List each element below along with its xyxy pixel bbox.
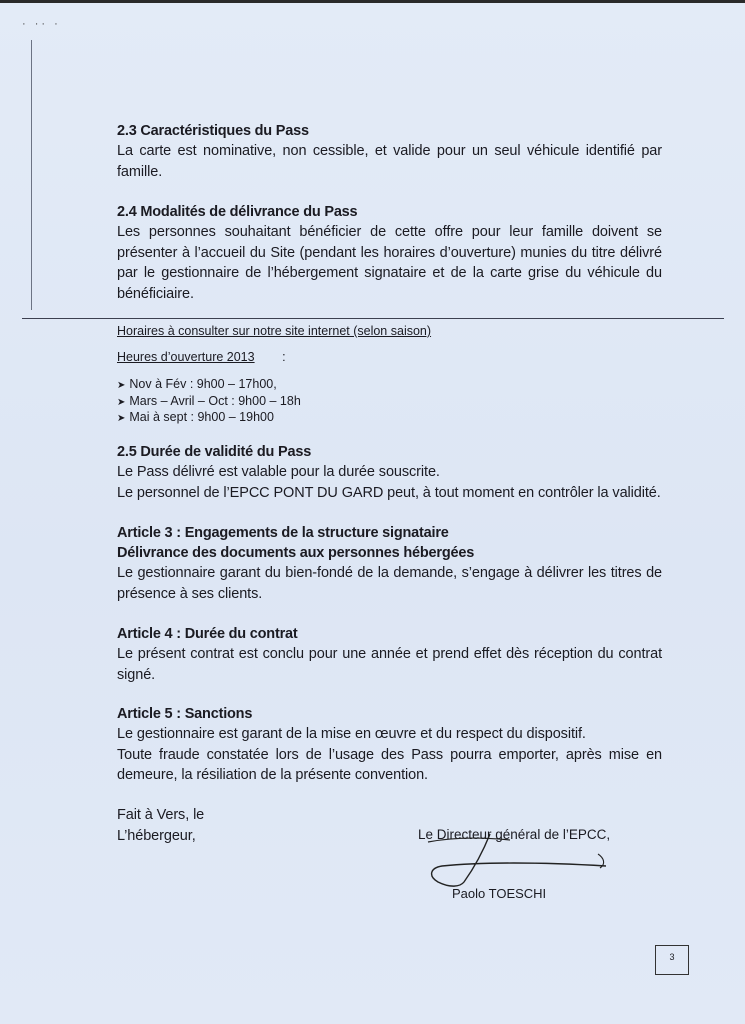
section-2-4 [117,202,662,304]
article-4 [117,624,662,685]
article-3-title: Article 3 : Engagements de la structure signataire [117,525,449,541]
hours-colon: : [282,350,286,364]
director-label: Le Directeur général de l’EPCC, [418,827,611,842]
article-4-body: Le présent contrat est conclu pour une année et prend effet dès réception du contrat signé. [117,646,662,683]
margin-line [31,40,32,310]
section-2-3 [117,121,662,182]
section-2-4-title: 2.4 Modalités de délivrance du Pass [117,204,358,220]
section-2-4-body: Les personnes souhaitant bénéficier de cette offre pour leur famille doivent se présenter à l’accueil du Site (pendant les horaires d’ouverture) munies du titre délivré par le gestionnaire de l’hébergement signataire et de la carte grise du véhicule du bénéficiaire. [117,224,662,302]
section-2-5-line1: Le Pass délivré est valable pour la durée souscrite. [117,464,440,480]
hours-list [117,377,662,427]
hours-item: ➤ Nov à Fév : 9h00 – 17h00, [117,377,277,391]
article-5-line1: Le gestionnaire est garant de la mise en œuvre et du respect du dispositif. [117,726,586,742]
scan-specks: · ·· · [22,18,61,30]
article-5-line2: Toute fraude constatée lors de l’usage des Pass pourra emporter, après mise en demeure, la résiliation de la présente convention. [117,746,662,783]
arrow-bullet-icon: ➤ [117,380,126,391]
hours-item: ➤ Mars – Avril – Oct : 9h00 – 18h [117,393,301,408]
article-5 [117,704,662,786]
host-signature-block [117,805,317,846]
hours-heading-line [117,349,662,365]
section-2-5-line2: Le personnel de l’EPCC PONT DU GARD peut, à tout moment en contrôler la validité. [117,484,661,501]
section-2-5-title: 2.5 Durée de validité du Pass [117,444,312,460]
scan-top-edge [0,0,745,3]
section-2-3-title: 2.3 Caractéristiques du Pass [117,123,309,139]
section-2-5 [117,442,662,503]
horizontal-rule [22,318,724,319]
article-3 [117,523,662,604]
arrow-bullet-icon: ➤ [117,396,126,408]
place-date: Fait à Vers, le [117,807,205,823]
arrow-bullet-icon: ➤ [117,413,126,424]
handwritten-signature [420,832,620,892]
article-5-title: Article 5 : Sanctions [117,706,253,722]
article-3-body: Le gestionnaire garant du bien-fondé de la demande, s’engage à délivrer les titres de présence à ses clients. [117,565,662,602]
hours-item: ➤ Mai à sept : 9h00 – 19h00 [117,410,274,424]
page-number: 3 [669,952,675,962]
host-label: L’hébergeur, [117,827,196,844]
article-3-subtitle: Délivrance des documents aux personnes hébergées [117,545,475,561]
hours-website-note: Horaires à consulter sur notre site internet (selon saison) [117,324,432,338]
article-4-title: Article 4 : Durée du contrat [117,626,298,642]
section-2-3-body: La carte est nominative, non cessible, et valide pour un seul véhicule identifié par famille. [117,143,662,180]
hours-heading: Heures d’ouverture 2013 [117,350,255,364]
hours-section [117,323,662,427]
director-name: Paolo TOESCHI [452,886,547,901]
page-number-box [655,945,689,975]
